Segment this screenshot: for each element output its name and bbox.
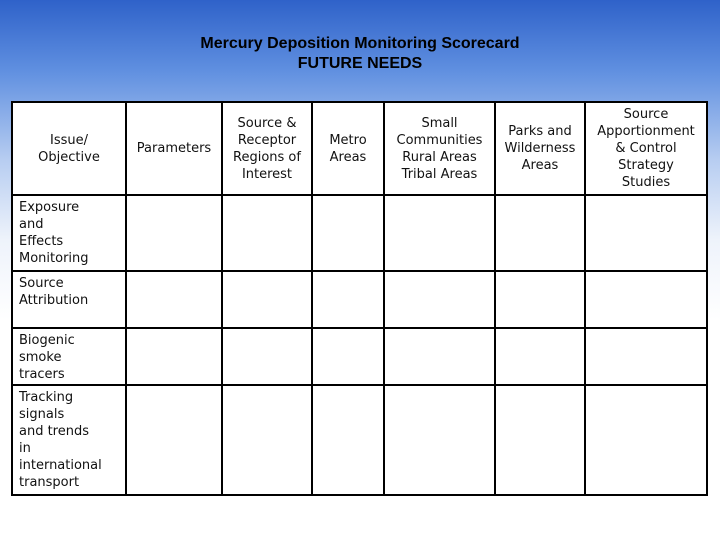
table-cell — [222, 195, 312, 271]
table-cell — [384, 328, 495, 385]
slide-title — [0, 34, 720, 74]
table-cell — [312, 195, 384, 271]
table-cell — [585, 328, 707, 385]
table-cell — [126, 328, 222, 385]
row-label-biogenic-smoke: Biogenic smoke tracers — [12, 328, 126, 385]
table-cell — [126, 271, 222, 328]
header-parks-wilderness: Parks and Wilderness Areas — [495, 102, 585, 195]
title-line-1: Mercury Deposition Monitoring Scorecard — [200, 35, 520, 52]
table-cell — [312, 271, 384, 328]
header-source-apportionment: Source Apportionment & Control Strategy Studies — [585, 102, 707, 195]
row-label-source-attribution: Source Attribution — [12, 271, 126, 328]
table-cell — [384, 195, 495, 271]
row-label-tracking-signals: Tracking signals and trends in international transport — [12, 385, 126, 495]
header-source-receptor-regions: Source & Receptor Regions of Interest — [222, 102, 312, 195]
table-cell — [585, 385, 707, 495]
header-parameters: Parameters — [126, 102, 222, 195]
row-label-exposure-effects: Exposure and Effects Monitoring — [12, 195, 126, 271]
table-cell — [384, 271, 495, 328]
table-cell — [126, 385, 222, 495]
table-cell — [495, 195, 585, 271]
table-cell — [495, 271, 585, 328]
header-small-communities: Small Communities Rural Areas Tribal Areas — [384, 102, 495, 195]
table-cell — [384, 385, 495, 495]
table-cell — [222, 328, 312, 385]
table-cell — [495, 328, 585, 385]
table-row — [12, 195, 707, 271]
title-line-2: FUTURE NEEDS — [297, 55, 423, 72]
table-cell — [222, 385, 312, 495]
table-cell — [585, 195, 707, 271]
table-cell — [222, 271, 312, 328]
scorecard-table — [11, 101, 708, 496]
table-cell — [126, 195, 222, 271]
table-row — [12, 328, 707, 385]
table-cell — [312, 328, 384, 385]
header-row — [12, 102, 707, 195]
table-row — [12, 271, 707, 328]
table-cell — [312, 385, 384, 495]
table-cell — [585, 271, 707, 328]
header-issue-objective: Issue/ Objective — [12, 102, 126, 195]
table-row — [12, 385, 707, 495]
header-metro-areas: Metro Areas — [312, 102, 384, 195]
table-cell — [495, 385, 585, 495]
